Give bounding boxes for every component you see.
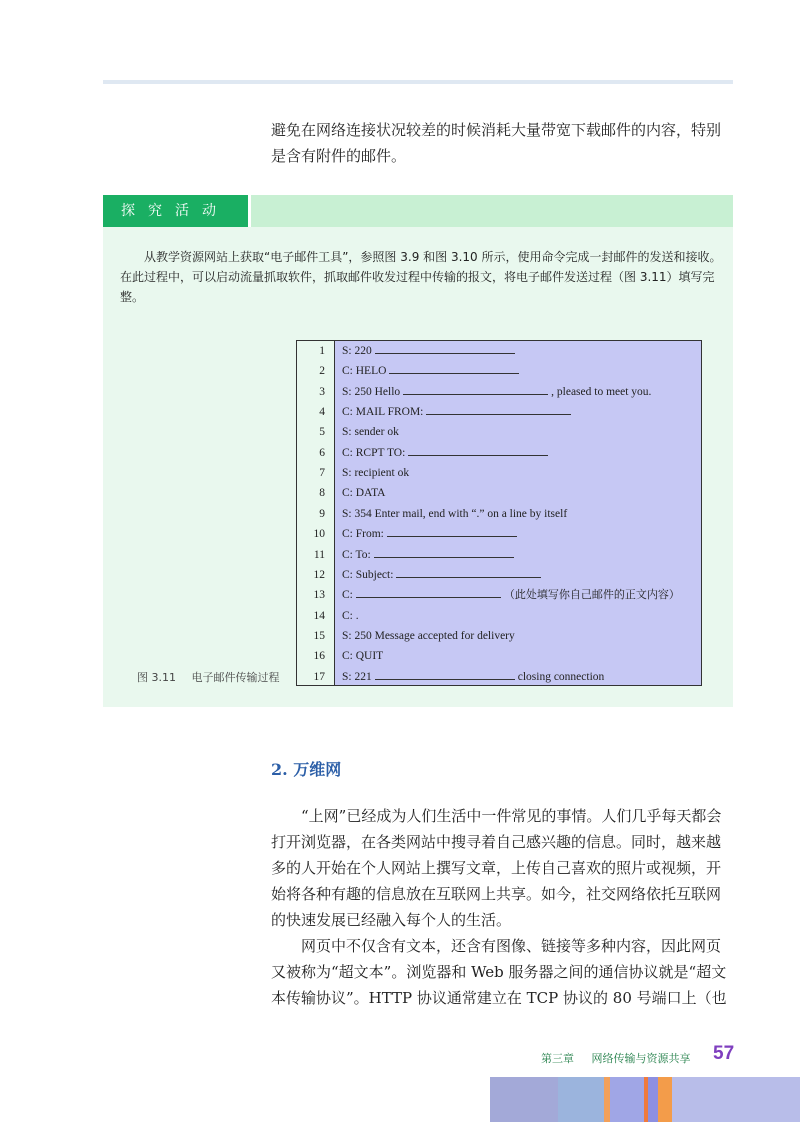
- command-text: S: 221: [342, 670, 372, 683]
- line-number: 4: [319, 406, 325, 419]
- session-command: [342, 361, 522, 381]
- session-row: [297, 585, 701, 605]
- page-number: 57: [713, 1043, 735, 1064]
- activity-panel: [103, 195, 733, 707]
- line-number: 8: [319, 487, 325, 500]
- command-text: C:: [342, 589, 353, 602]
- activity-title: 探究活动: [103, 195, 251, 227]
- command-text: C: From:: [342, 528, 384, 541]
- figure-number: 图 3.11: [137, 671, 176, 684]
- line-number: 2: [319, 365, 325, 378]
- command-suffix: , pleased to meet you.: [551, 385, 652, 398]
- fill-in-blank[interactable]: [403, 382, 548, 395]
- command-text: S: 220: [342, 345, 372, 357]
- session-command: [342, 585, 680, 605]
- fill-in-blank[interactable]: [374, 545, 514, 558]
- session-row: [297, 545, 701, 565]
- session-command: [342, 422, 399, 442]
- line-number: 11: [313, 548, 325, 561]
- line-number: 1: [319, 345, 325, 357]
- footer-running-head: [541, 1050, 691, 1066]
- footer-bar: [558, 1077, 604, 1122]
- session-command: [342, 483, 385, 503]
- command-text: C: DATA: [342, 487, 386, 500]
- session-row: [297, 504, 701, 524]
- command-suffix: closing connection: [517, 670, 605, 683]
- footer-bar: [610, 1077, 644, 1122]
- footer-bar: [658, 1077, 672, 1122]
- footer-chapter: 第三章: [541, 1052, 574, 1065]
- command-text: C: QUIT: [342, 650, 384, 663]
- footer-section: 网络传输与资源共享: [591, 1052, 691, 1065]
- line-number: 12: [313, 568, 325, 581]
- command-text: C: HELO: [342, 365, 387, 378]
- fill-in-blank[interactable]: [387, 524, 517, 537]
- session-row: [297, 341, 701, 361]
- session-command: [342, 402, 574, 422]
- command-text: C: .: [342, 609, 359, 622]
- session-row: [297, 483, 701, 503]
- session-row: [297, 606, 701, 626]
- session-command: [342, 524, 520, 544]
- smtp-session-box: [296, 340, 702, 686]
- session-command: [342, 545, 517, 565]
- figure-caption-text: 电子邮件传输过程: [191, 671, 280, 684]
- session-command: [342, 504, 567, 524]
- session-command: [342, 565, 544, 585]
- session-command: [342, 626, 515, 646]
- session-command: [342, 443, 551, 463]
- command-text: S: 354 Enter mail, end with “.” on a line by itself: [342, 507, 568, 520]
- session-command: [342, 667, 604, 687]
- session-row: [297, 422, 701, 442]
- body-paragraph-1: “上网”已经成为人们生活中一件常见的事情。人们几乎每天都会打开浏览器，在各类网站中搜寻着自己感兴趣的信息。同时，越来越多的人开始在个人网站上撰写文章，上传自己喜欢的照片或视频，开始将各种有趣的信息放在互联网上共享。如今，社交网络依托互联网的快速发展已经融入每个人的生活。: [271, 807, 722, 929]
- line-number: 3: [319, 385, 325, 398]
- activity-header: [103, 195, 733, 227]
- fill-in-blank[interactable]: [375, 667, 515, 680]
- body-paragraph-2: 网页中不仅含有文本，还含有图像、链接等多种内容，因此网页又被称为“超文本”。浏览器和 Web 服务器之间的通信协议就是“超文本传输协议”。HTTP 协议通常建立在 TCP 协议的 80 号端口上（也: [271, 937, 727, 1007]
- fill-in-blank[interactable]: [426, 402, 571, 415]
- footer-bar: [648, 1077, 658, 1122]
- session-row: [297, 524, 701, 544]
- session-command: [342, 463, 409, 483]
- section-heading: 2. 万维网: [271, 760, 342, 779]
- session-command: [342, 606, 359, 626]
- line-number: 17: [313, 670, 325, 683]
- line-number: 15: [313, 629, 325, 642]
- session-row: [297, 565, 701, 585]
- line-number: 16: [313, 650, 325, 663]
- footer-bar: [672, 1077, 800, 1122]
- session-command: [342, 341, 518, 361]
- fill-in-blank[interactable]: [375, 341, 515, 354]
- line-number: 10: [313, 528, 325, 541]
- line-number: 14: [313, 609, 325, 622]
- line-number: 5: [319, 426, 325, 439]
- fill-in-blank[interactable]: [356, 585, 501, 598]
- session-row: [297, 402, 701, 422]
- fill-in-blank[interactable]: [396, 565, 541, 578]
- top-rule: [103, 80, 733, 84]
- fill-in-blank[interactable]: [408, 443, 548, 456]
- command-text: S: recipient ok: [342, 467, 410, 480]
- session-row: [297, 463, 701, 483]
- intro-paragraph: 避免在网络连接状况较差的时候消耗大量带宽下载邮件的内容，特别是含有附件的邮件。: [271, 121, 722, 165]
- session-command: [342, 382, 651, 402]
- session-row: [297, 626, 701, 646]
- session-command: [342, 646, 383, 666]
- footer-decoration-bars: [490, 1077, 800, 1122]
- line-number: 6: [319, 446, 325, 459]
- session-row: [297, 443, 701, 463]
- command-text: S: 250 Hello: [342, 385, 401, 398]
- line-number: 13: [313, 589, 325, 602]
- command-text: S: 250 Message accepted for delivery: [342, 629, 515, 642]
- command-text: C: Subject:: [342, 568, 394, 581]
- session-row: [297, 646, 701, 666]
- command-text: C: MAIL FROM:: [342, 406, 424, 419]
- session-row: [297, 361, 701, 381]
- command-text: S: sender ok: [342, 426, 399, 439]
- footer-bar: [490, 1077, 558, 1122]
- command-text: C: RCPT TO:: [342, 446, 406, 459]
- command-text: C: To:: [342, 548, 371, 561]
- line-number: 7: [319, 467, 325, 480]
- session-row: [297, 667, 701, 687]
- figure-caption: [137, 669, 280, 685]
- session-row: [297, 382, 701, 402]
- fill-in-blank[interactable]: [389, 361, 519, 374]
- command-suffix: （此处填写你自己邮件的正文内容）: [503, 588, 680, 602]
- line-number: 9: [319, 507, 325, 520]
- activity-text: 从教学资源网站上获取“电子邮件工具”，参照图 3.9 和图 3.10 所示，使用命令完成一封邮件的发送和接收。在此过程中，可以启动流量抓取软件，抓取邮件收发过程中传输的报文，将电子邮件发送过程（图 3.11）填写完整。: [120, 250, 722, 304]
